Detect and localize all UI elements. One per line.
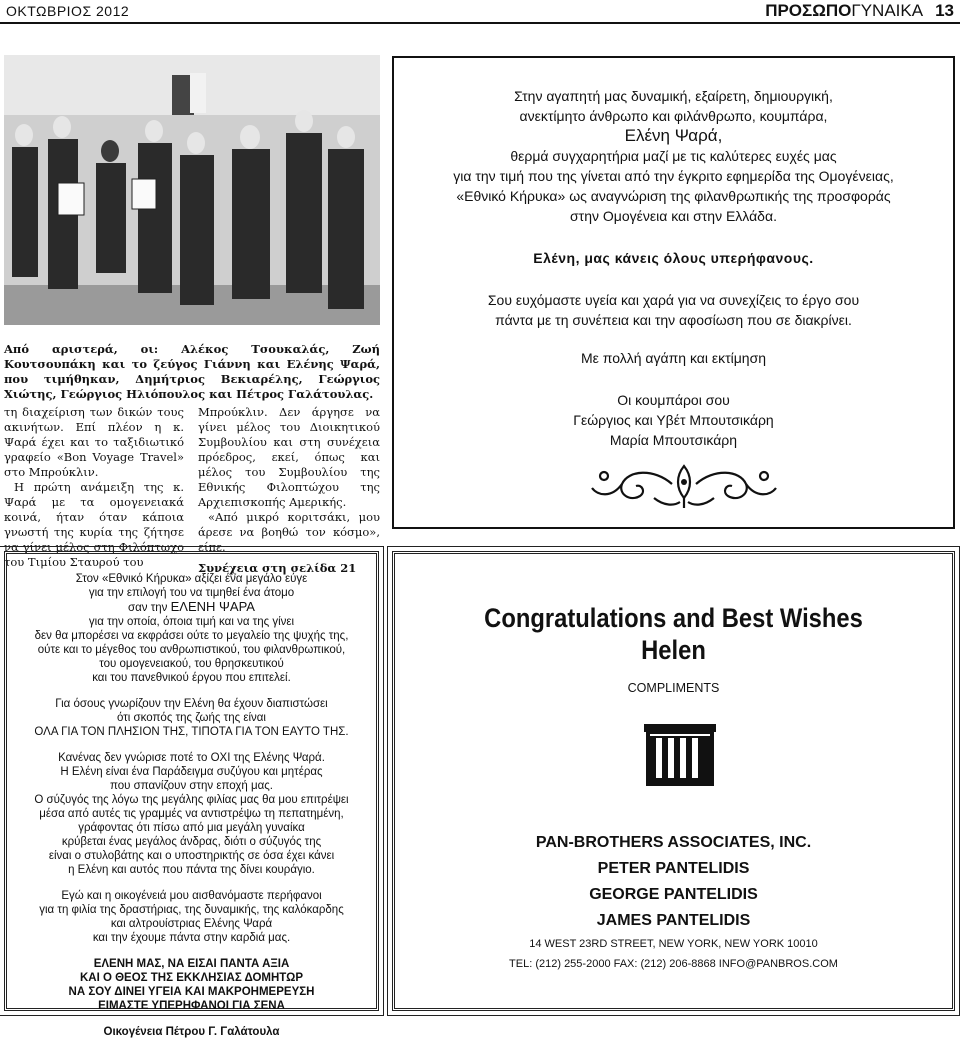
group-photo	[4, 55, 380, 325]
company-name: PAN-BROTHERS ASSOCIATES, INC.	[535, 834, 812, 851]
family-line: δεν θα μπορέσει να εκφράσει ούτε το μεγαλείο της ψυχής της,	[34, 630, 349, 642]
family-line: Κανένας δεν γνώρισε ποτέ το ΟΧΙ της Ελένης Ψαρά.	[58, 752, 325, 764]
article-paragraph: «Από μικρό κοριτσάκι, μου άρεσε να βοηθώ τον κόσμο», είπε.	[198, 510, 380, 554]
family-section	[7, 697, 376, 739]
article-paragraph: τη διαχείριση των δικών τους ακινήτων. Επί πλέον η κ. Ψαρά έχει και το ταξιδιωτικό γραφείο «Bon Voyage Travel» στο Μπρούκλιν.	[4, 405, 184, 479]
family-line: είναι ο στυλοβάτης και ο υποστηρικτής σε όσα έχει κάνει	[48, 850, 335, 862]
wishes-line: πάντα με τη συνέπεια και την αφοσίωση που σε διακρίνει.	[495, 312, 852, 328]
section-title	[765, 1, 954, 21]
company-ad	[392, 551, 955, 1011]
proud-line: Ελένη, μας κάνεις όλους υπερήφανους.	[533, 250, 814, 266]
company-address-block	[395, 934, 952, 974]
family-line: ΕΛΕΝΗ ΜΑΣ, ΝΑ ΕΙΣΑΙ ΠΑΝΤΑ ΑΞΙΑ	[93, 958, 290, 970]
family-ad	[4, 551, 379, 1038]
family-line: Για όσους γνωρίζουν την Ελένη θα έχουν διαπιστώσει	[55, 698, 328, 710]
section-title-rest: ΓΥΝΑΙΚΑ	[851, 1, 924, 20]
family-line: που σπανίζουν στην εποχή μας.	[109, 780, 273, 792]
family-section	[7, 572, 376, 685]
family-line	[7, 600, 376, 615]
issue-date: ΟΚΤΩΒΡΙΟΣ 2012	[6, 3, 130, 19]
signature-line: Μαρία Μπουτσικάρη	[609, 432, 738, 448]
family-section	[7, 751, 376, 877]
family-line: ΝΑ ΣΟΥ ΔΙΝΕΙ ΥΓΕΙΑ ΚΑΙ ΜΑΚΡΟΗΜΕΡΕΥΣΗ	[68, 986, 315, 998]
greeting-line: «Εθνικό Κήρυκα» ως αναγνώριση της φιλανθρωπικής της προσφοράς	[456, 188, 891, 204]
family-line: κρύβεται ένας μεγάλος άνδρας, διότι ο σύζυγός της	[61, 836, 322, 848]
love-line: Με πολλή αγάπη και εκτίμηση	[580, 350, 767, 366]
ad-title-line: Congratulations and Best Wishes	[484, 603, 863, 633]
company-block	[395, 830, 952, 934]
greeting-line: για την τιμή που της γίνεται από την έγκριτο εφημερίδα της Ομογένειας,	[453, 168, 894, 184]
family-line: ότι σκοπός της ζωής της είναι	[117, 712, 266, 724]
family-section	[7, 889, 376, 945]
photo-caption: Από αριστερά, οι: Αλέκος Τσουκαλάς, Ζωή Κουτσουπάκη και το ζεύγος Γιάννη και Ελένης Ψαρά, που τιμήθηκαν, Δημήτριος Βεκιαρέλης, Γεώργιος Χιώτης, Γεώργιος Ηλιόπουλος και Πέτρος Γαλάτουλας.	[4, 342, 380, 401]
page-header	[0, 0, 960, 24]
family-line: γράφοντας ότι πίσω από μια μεγάλη γυναίκα	[78, 822, 305, 834]
compliments-label: COMPLIMENTS	[627, 681, 720, 695]
family-line: μέσα από αυτές τις γραμμές να αντιστρέψω τη πεπατημένη,	[39, 808, 344, 820]
header-rule	[0, 22, 960, 24]
greeting-line: στην Ομογένεια και στην Ελλάδα.	[570, 208, 777, 224]
family-line: ΕΙΜΑΣΤΕ ΥΠΕΡΗΦΑΝΟΙ ΓΙΑ ΣΕΝΑ	[98, 1000, 285, 1012]
family-line: Εγώ και η οικογένειά μου αισθανόμαστε περήφανοι	[61, 890, 322, 902]
family-line: για τη φιλία της δραστήριας, της δυναμικής, της καλόκαρδης	[39, 904, 344, 916]
family-line: Η Ελένη είναι ένα Παράδειγμα συζύγου και μητέρας	[60, 766, 323, 778]
company-person: GEORGE PANTELIDIS	[589, 886, 758, 903]
family-signature: Οικογένεια Πέτρου Γ. Γαλάτουλα	[103, 1026, 280, 1038]
family-section	[7, 957, 376, 1013]
greeting-line: Στην αγαπητή μας δυναμική, εξαίρετη, δημιουργική,	[514, 88, 833, 104]
family-line-prefix: σαν την	[128, 602, 168, 614]
signature-line: Γεώργιος και Υβέτ Μπουτσικάρη	[573, 412, 774, 428]
honoree-name: Ελένη Ψαρά,	[624, 126, 723, 145]
company-person: JAMES PANTELIDIS	[596, 912, 751, 929]
ad-title	[428, 602, 918, 666]
ornament-icon	[584, 458, 784, 514]
family-line: και του πανεθνικού έργου που επιτελεί.	[92, 672, 291, 684]
honoree-name-caps: ΕΛΕΝΗ ΨΑΡΑ	[170, 599, 255, 614]
family-line: η Ελένη και αυτός που πάντα της δίνει κουράγιο.	[68, 864, 315, 876]
family-line: του ομογενειακού, του θρησκευτικού	[99, 658, 284, 670]
article-column-left	[4, 405, 184, 570]
greeting-ad	[392, 56, 955, 529]
wishes-line: Σου ευχόμαστε υγεία και χαρά για να συνεχίζεις το έργο σου	[487, 292, 860, 308]
article-paragraph: Η πρώτη ανάμειξη της κ. Ψαρά με τα ομογενειακά κοινά, ήταν όταν κάποια γνωστή της κυρία της ζήτησε να γίνει μέλος στη Φιλόπτωχο του Τιμίου Σταυρού του	[4, 480, 184, 569]
greeting-line: ανεκτίμητο άνθρωπο και φιλάνθρωπο, κουμπάρα,	[519, 108, 828, 124]
continued-link[interactable]: Συνέχεια στη σελίδα 21	[198, 561, 357, 575]
family-line: για την οποία, όποια τιμή και να της γίνει	[88, 616, 295, 628]
article-paragraph: Μπρούκλιν. Δεν άργησε να γίνει μέλος του Διοικητικού Συμβουλίου και στη συνέχεια πρόεδρος, εκεί, όπως και μέλος του Συμβουλίου της Εθνικής Φιλοπτώχου της Αρχιεπισκοπής Αμερικής.	[198, 405, 380, 509]
family-line: ΚΑΙ Ο ΘΕΟΣ ΤΗΣ ΕΚΚΛΗΣΙΑΣ ΔΟΜΗΤΩΡ	[79, 972, 304, 984]
family-line: ούτε και το μέγεθος του ανθρωπιστικού, του φιλανθρωπικού,	[37, 644, 346, 656]
company-contact: TEL: (212) 255-2000 FAX: (212) 206-8868 INFO@PANBROS.COM	[509, 958, 838, 970]
family-line: και την έχουμε πάντα στην καρδιά μας.	[92, 932, 291, 944]
signature-line: Οι κουμπάροι σου	[617, 392, 730, 408]
building-logo-icon	[640, 724, 720, 788]
family-line: ΟΛΑ ΓΙΑ ΤΟΝ ΠΛΗΣΙΟΝ ΤΗΣ, ΤΙΠΟΤΑ ΓΙΑ ΤΟΝ ΕΑΥΤΟ ΤΗΣ.	[34, 726, 349, 738]
family-line: για την επιλογή του να τιμηθεί ένα άτομο	[88, 587, 295, 599]
family-line: Ο σύζυγός της λόγω της μεγάλης φιλίας μας θα μου επιτρέψει	[34, 794, 349, 806]
section-title-bold: ΠΡΟΣΩΠΟ	[765, 1, 852, 20]
family-line: Στον «Εθνικό Κήρυκα» αξίζει ένα μεγάλο εύγε	[75, 573, 308, 585]
page-number: 13	[935, 1, 954, 20]
family-line: και αλτρουίστριας Ελένης Ψαρά	[110, 918, 273, 930]
company-address: 14 WEST 23RD STREET, NEW YORK, NEW YORK 10010	[529, 938, 818, 950]
greeting-line: θερμά συγχαρητήρια μαζί με τις καλύτερες ευχές μας	[510, 148, 837, 164]
company-person: PETER PANTELIDIS	[597, 860, 750, 877]
ad-title-line: Helen	[641, 635, 706, 665]
